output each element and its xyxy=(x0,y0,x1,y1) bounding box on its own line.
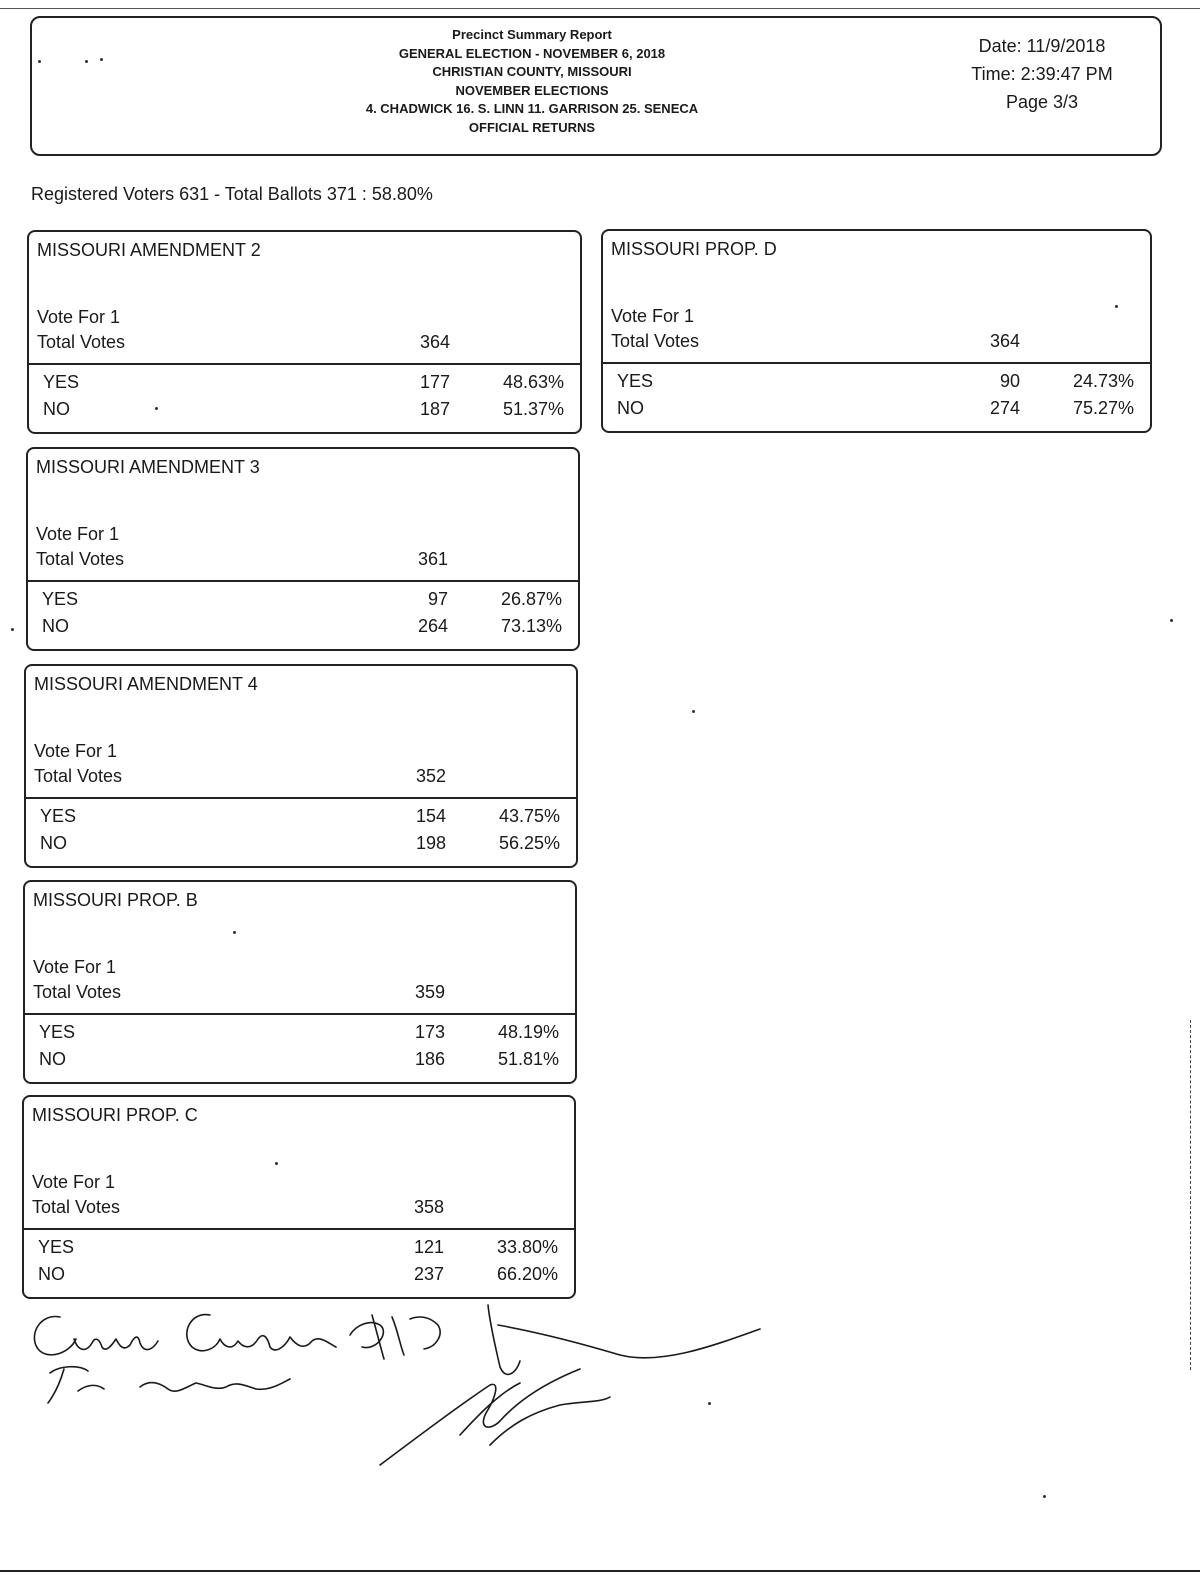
result-row-no xyxy=(603,398,1150,424)
total-votes-label: Total Votes xyxy=(33,982,122,1002)
vote-for-label: Vote For 1 xyxy=(32,1172,116,1192)
choice-votes: 187 xyxy=(419,399,450,419)
choice-percent: 66.20% xyxy=(496,1264,558,1284)
top-border-line xyxy=(0,8,1200,9)
total-votes-label: Total Votes xyxy=(37,332,126,352)
result-row-no xyxy=(28,616,578,642)
report-meta xyxy=(932,32,1152,116)
total-votes-label: Total Votes xyxy=(32,1197,121,1217)
choice-label: YES xyxy=(42,589,79,609)
scan-speck xyxy=(155,407,158,410)
report-header xyxy=(30,16,1162,156)
choice-percent: 75.27% xyxy=(1072,398,1134,418)
report-title-block xyxy=(272,26,792,137)
scan-speck xyxy=(38,60,41,63)
vote-for-label: Vote For 1 xyxy=(34,741,118,761)
choice-percent: 56.25% xyxy=(498,833,560,853)
scan-speck xyxy=(708,1402,711,1405)
signature-stroke xyxy=(488,1305,760,1374)
choice-percent: 51.81% xyxy=(497,1049,559,1069)
divider xyxy=(26,797,576,799)
choice-label: NO xyxy=(38,1264,65,1284)
bottom-border-line xyxy=(0,1570,1200,1572)
choice-votes: 237 xyxy=(413,1264,444,1284)
divider xyxy=(28,580,578,582)
turnout-summary: Registered Voters 631 - Total Ballots 371 : 58.80% xyxy=(31,184,433,204)
result-row-yes xyxy=(24,1237,574,1263)
result-row-yes xyxy=(26,806,576,832)
choice-percent: 26.87% xyxy=(500,589,562,609)
signature-stroke xyxy=(34,1317,158,1355)
scan-speck xyxy=(1115,305,1118,308)
choice-label: YES xyxy=(39,1022,76,1042)
report-time: Time: 2:39:47 PM xyxy=(971,64,1113,84)
scan-speck xyxy=(100,58,103,61)
divider xyxy=(29,363,580,365)
choice-votes: 264 xyxy=(417,616,448,636)
choice-votes: 90 xyxy=(999,371,1020,391)
contest-amendment-2 xyxy=(27,230,582,434)
scan-speck xyxy=(275,1162,278,1165)
choice-percent: 43.75% xyxy=(498,806,560,826)
result-row-yes xyxy=(28,589,578,615)
signature-stroke xyxy=(48,1367,290,1403)
choice-votes: 154 xyxy=(415,806,446,826)
choice-percent: 48.19% xyxy=(497,1022,559,1042)
choice-label: NO xyxy=(617,398,644,418)
total-votes-label: Total Votes xyxy=(36,549,125,569)
contest-prop-d xyxy=(601,229,1152,433)
page-number: Page 3/3 xyxy=(1005,92,1079,112)
choice-label: NO xyxy=(40,833,67,853)
choice-percent: 24.73% xyxy=(1072,371,1134,391)
election-name: GENERAL ELECTION - NOVEMBER 6, 2018 xyxy=(398,45,666,61)
contest-prop-b xyxy=(23,880,577,1084)
result-row-no xyxy=(29,399,580,425)
choice-percent: 51.37% xyxy=(502,399,564,419)
total-votes-value: 364 xyxy=(989,331,1020,351)
choice-label: YES xyxy=(617,371,654,391)
choice-label: YES xyxy=(43,372,80,392)
contest-title: MISSOURI PROP. B xyxy=(33,890,198,910)
choice-votes: 121 xyxy=(413,1237,444,1257)
report-title: Precinct Summary Report xyxy=(452,27,612,42)
choice-percent: 73.13% xyxy=(500,616,562,636)
choice-label: NO xyxy=(39,1049,66,1069)
choice-percent: 48.63% xyxy=(502,372,564,392)
divider xyxy=(603,362,1150,364)
result-row-yes xyxy=(25,1022,575,1048)
vote-for-label: Vote For 1 xyxy=(33,957,117,977)
scan-speck xyxy=(1170,619,1173,622)
choice-votes: 186 xyxy=(414,1049,445,1069)
total-votes-value: 358 xyxy=(413,1197,444,1217)
signature-stroke xyxy=(187,1315,336,1351)
choice-votes: 198 xyxy=(415,833,446,853)
result-row-yes xyxy=(29,372,580,398)
election-group: NOVEMBER ELECTIONS xyxy=(455,82,609,98)
signature-stroke xyxy=(380,1369,610,1465)
scan-speck xyxy=(11,628,14,631)
contest-amendment-4 xyxy=(24,664,578,868)
contest-title: MISSOURI AMENDMENT 4 xyxy=(34,674,258,694)
scan-edge-mark xyxy=(1190,1020,1191,1370)
contest-title: MISSOURI PROP. C xyxy=(32,1105,198,1125)
choice-votes: 173 xyxy=(414,1022,445,1042)
scan-speck xyxy=(692,710,695,713)
result-row-no xyxy=(25,1049,575,1075)
scan-speck xyxy=(233,931,236,934)
result-row-no xyxy=(26,833,576,859)
total-votes-value: 364 xyxy=(419,332,450,352)
total-votes-value: 361 xyxy=(417,549,448,569)
returns-status: OFFICIAL RETURNS xyxy=(468,119,596,135)
choice-votes: 177 xyxy=(419,372,450,392)
divider xyxy=(24,1228,574,1230)
contest-amendment-3 xyxy=(26,447,580,651)
county-name: CHRISTIAN COUNTY, MISSOURI xyxy=(432,64,632,79)
choice-votes: 274 xyxy=(989,398,1020,418)
vote-for-label: Vote For 1 xyxy=(611,306,695,326)
result-row-yes xyxy=(603,371,1150,397)
contest-prop-c xyxy=(22,1095,576,1299)
total-votes-label: Total Votes xyxy=(611,331,700,351)
choice-label: NO xyxy=(42,616,69,636)
signature-stroke xyxy=(350,1315,440,1359)
choice-votes: 97 xyxy=(427,589,448,609)
handwritten-signatures xyxy=(20,1295,780,1485)
total-votes-value: 359 xyxy=(414,982,445,1002)
scan-speck xyxy=(85,60,88,63)
choice-percent: 33.80% xyxy=(496,1237,558,1257)
vote-for-label: Vote For 1 xyxy=(37,307,121,327)
contest-title: MISSOURI AMENDMENT 2 xyxy=(37,240,261,260)
contest-title: MISSOURI PROP. D xyxy=(611,239,777,259)
report-date: Date: 11/9/2018 xyxy=(978,36,1106,56)
divider xyxy=(25,1013,575,1015)
scan-speck xyxy=(1043,1495,1046,1498)
choice-label: NO xyxy=(43,399,70,419)
precinct-list: 4. CHADWICK 16. S. LINN 11. GARRISON 25. SENECA xyxy=(365,101,699,116)
choice-label: YES xyxy=(38,1237,75,1257)
total-votes-value: 352 xyxy=(415,766,446,786)
total-votes-label: Total Votes xyxy=(34,766,123,786)
result-row-no xyxy=(24,1264,574,1290)
contest-title: MISSOURI AMENDMENT 3 xyxy=(36,457,260,477)
vote-for-label: Vote For 1 xyxy=(36,524,120,544)
choice-label: YES xyxy=(40,806,77,826)
